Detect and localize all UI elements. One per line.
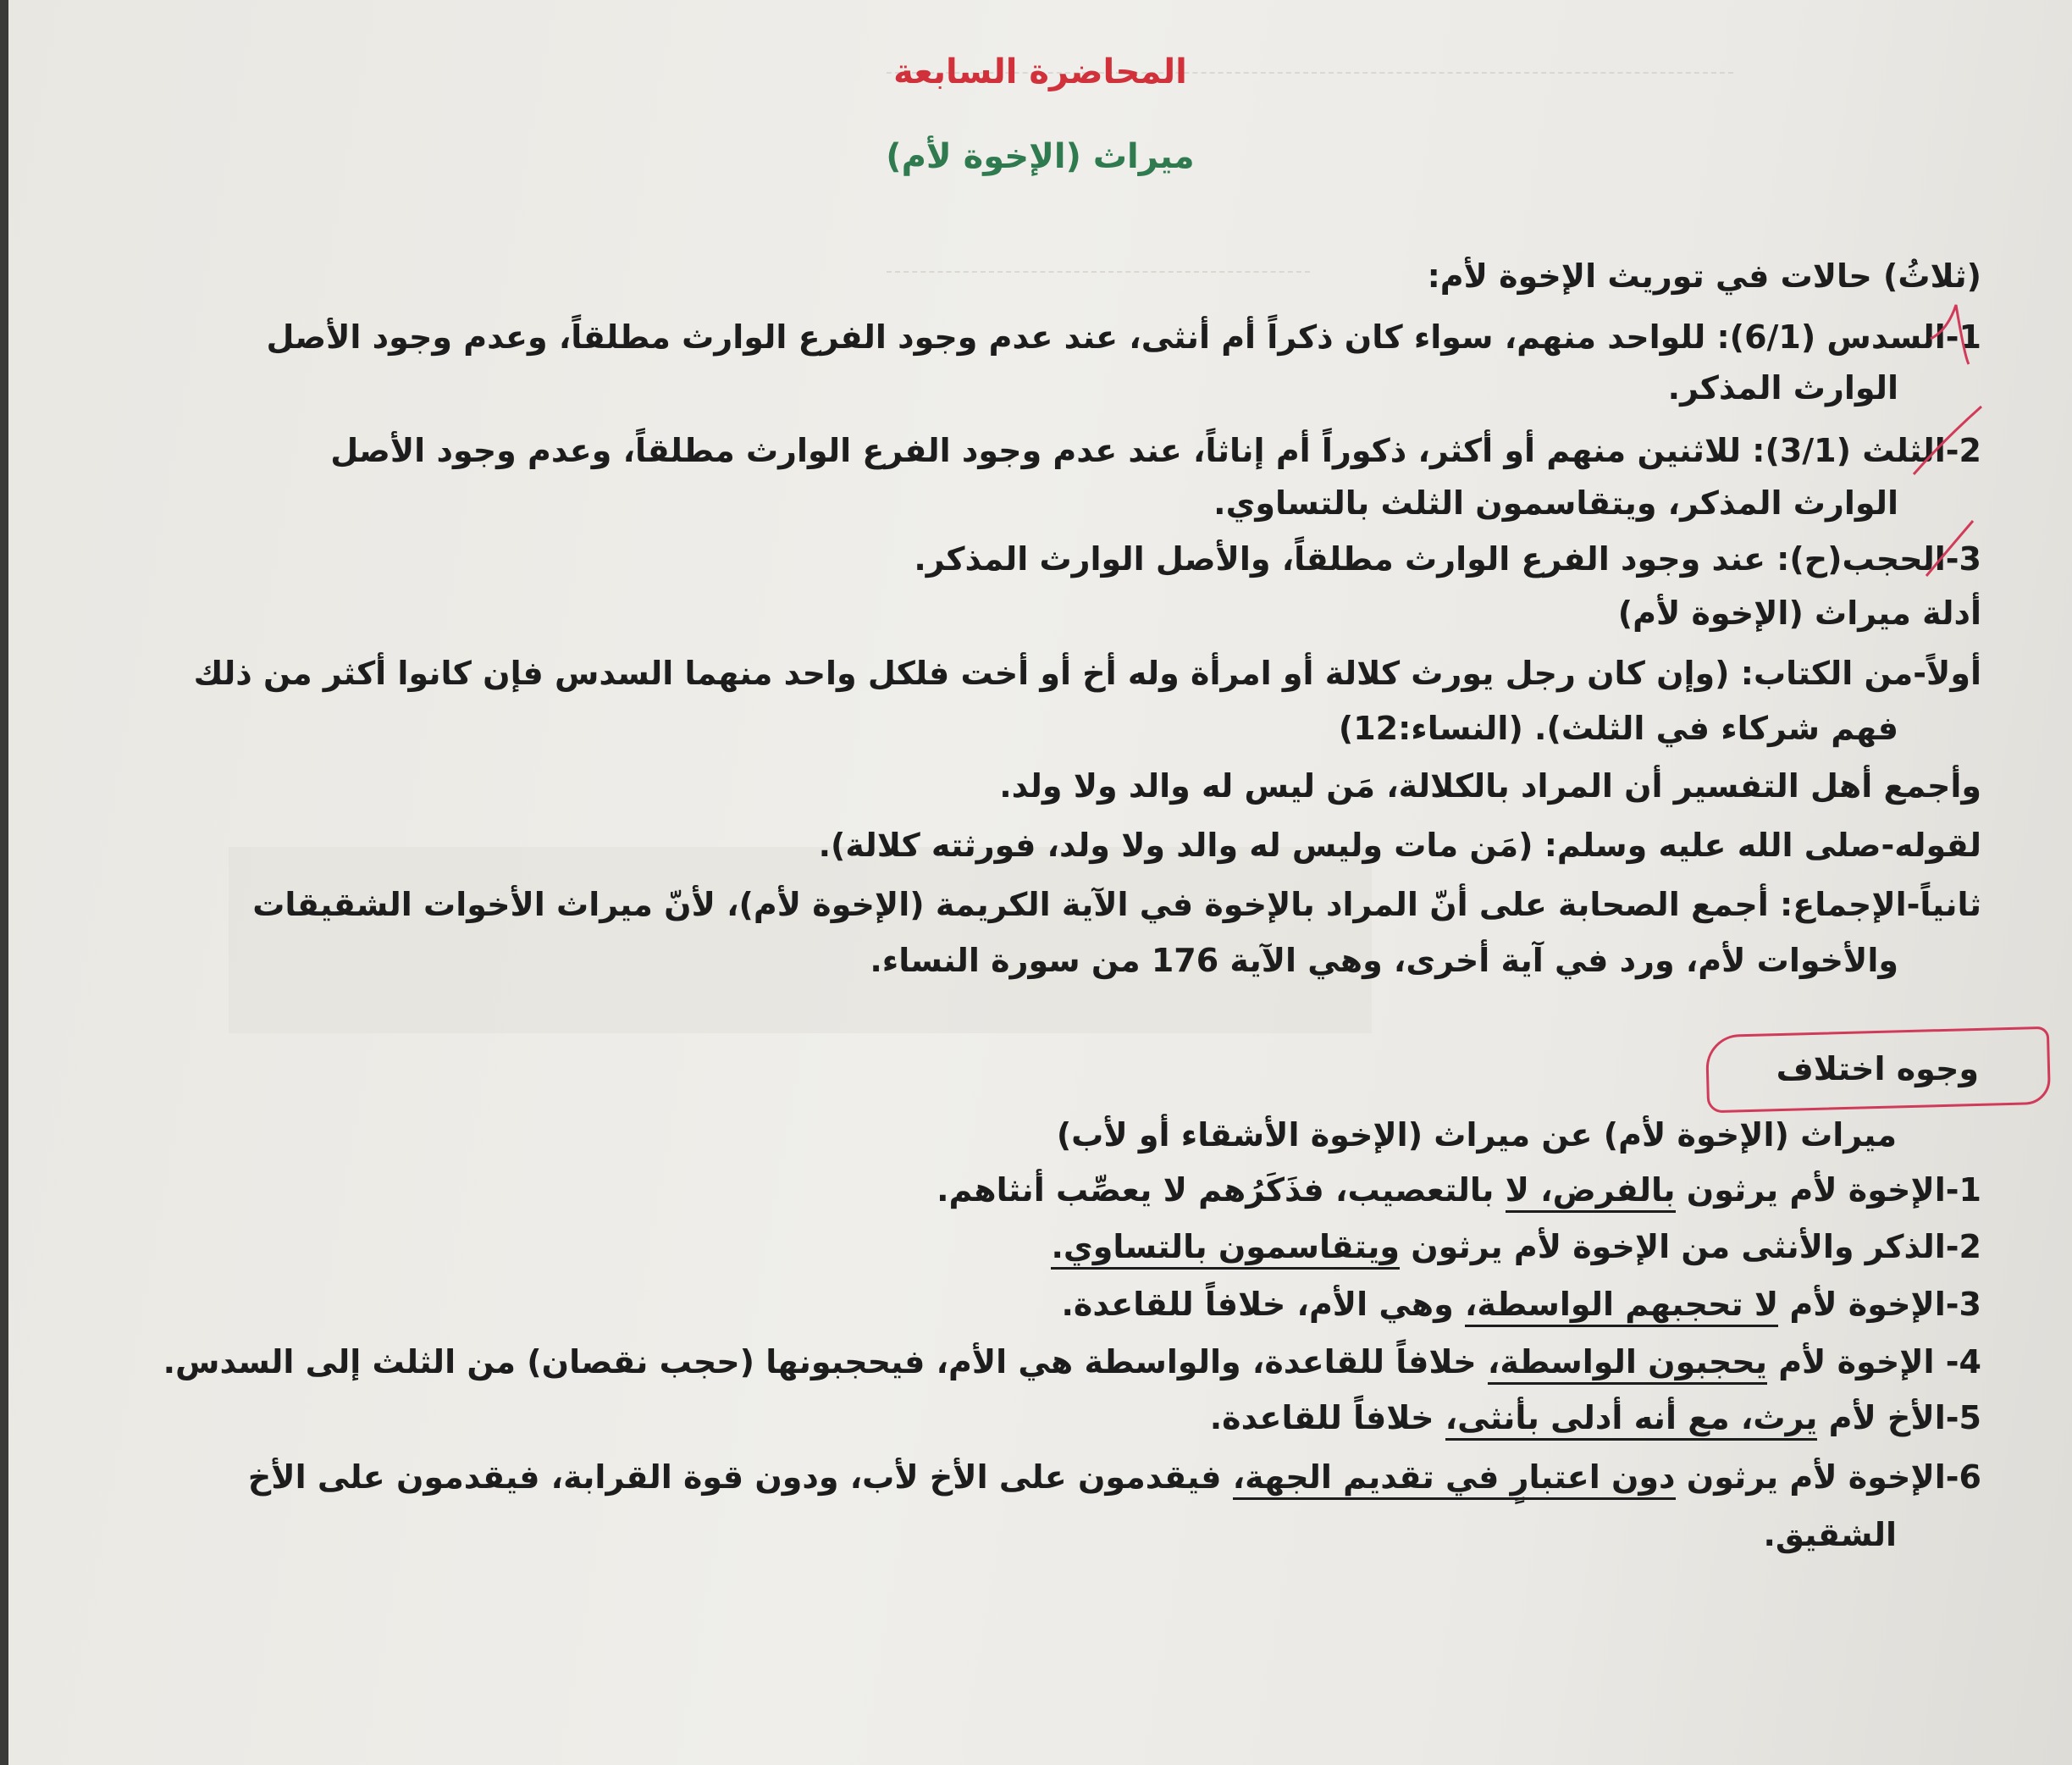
evidence-hadith: لقوله-صلى الله عليه وسلم: (مَن مات وليس له والد ولا ولد، فورثته كلالة). (818, 827, 1981, 864)
difference-1-pre: 1-الإخوة لأم يرثون (1675, 1171, 1981, 1209)
checkmark-annotation (1914, 407, 1981, 474)
case-1-line-b: الوارث المذكر. (1667, 369, 1898, 407)
difference-6-post: فيقدمون على الأخ لأب، ودون قوة القرابة، فيقدمون على الأخ (247, 1458, 1233, 1496)
subject-title: ميراث (الإخوة لأم) (886, 137, 1195, 176)
difference-5-pre: 5-الأخ لأم (1817, 1399, 1981, 1436)
difference-3-pre: 3-الإخوة لأم (1778, 1286, 1981, 1323)
difference-5-underlined: يرث، مع أنه أدلى بأنثى، (1445, 1399, 1818, 1441)
case-2-line-a: 2-الثلث (3/1): للاثنين منهم أو أكثر، ذكوراً أم إناثاً، عند عدم وجود الفرع الوارث مطلقاً، وعدم وجود الأصل (330, 432, 1981, 469)
evidence-ijma-line-a: ثانياً-الإجماع: أجمع الصحابة على أنّ المراد بالإخوة في الآية الكريمة (الإخوة لأم)، لأنّ ميراث الأخوات الشقيقات (252, 886, 1981, 923)
case-1-line-a: 1-السدس (6/1): للواحد منهم، سواء كان ذكراً أم أنثى، عند عدم وجود الفرع الوارث مطلقاً، وعدم وجود الأصل (266, 318, 1981, 356)
difference-4-pre: 4- الإخوة لأم (1766, 1343, 1981, 1380)
difference-2-pre: 2-الذكر والأنثى من الإخوة لأم يرثون (1399, 1228, 1981, 1265)
document-page (8, 0, 2072, 1765)
difference-6-line-b: الشقيق. (1763, 1516, 1897, 1553)
difference-1-underlined: بالفرض، لا (1506, 1171, 1676, 1213)
difference-4-post: خلافاً للقاعدة، والواسطة هي الأم، فيحجبونها (حجب نقصان) من الثلث إلى السدس. (163, 1343, 1488, 1380)
evidence-heading: أدلة ميراث (الإخوة لأم) (1617, 595, 1981, 632)
handwritten-annotations (8, 0, 2072, 1765)
evidence-quran-line-a: أولاً-من الكتاب: (وإن كان رجل يورث كلالة أو امرأة وله أخ أو أخت فلكل واحد منهما السدس فإن كانوا أكثر من ذلك (193, 655, 1981, 692)
evidence-quran-line-b: فهم شركاء في الثلث). (النساء:12) (1338, 710, 1898, 747)
evidence-ijma-line-b: والأخوات لأم، ورد في آية أخرى، وهي الآية 176 من سورة النساء. (870, 942, 1898, 979)
differences-intro: ميراث (الإخوة لأم) عن ميراث (الإخوة الأشقاء أو لأب) (1056, 1116, 1897, 1154)
checkmark-annotation (1931, 305, 1969, 364)
checkmark-annotation (1926, 521, 1973, 576)
lecture-title: المحاضرة السابعة (893, 53, 1187, 91)
case-2-line-b: الوارث المذكر، ويتقاسمون الثلث بالتساوي. (1213, 484, 1898, 522)
difference-5-post: خلافاً للقاعدة. (1209, 1399, 1445, 1436)
cases-intro: (ثلاثُ) حالات في توريث الإخوة لأم: (1427, 257, 1981, 295)
difference-6-pre: 6-الإخوة لأم يرثون (1675, 1458, 1981, 1496)
evidence-tafsir: وأجمع أهل التفسير أن المراد بالكلالة، مَن ليس له والد ولا ولد. (999, 767, 1981, 805)
difference-6-underlined: دون اعتبارٍ في تقديم الجهة، (1233, 1458, 1676, 1500)
case-3: 3-الحجب(ح): عند وجود الفرع الوارث مطلقاً، والأصل الوارث المذكر. (914, 540, 1981, 578)
difference-2-underlined: ويتقاسمون بالتساوي. (1051, 1228, 1400, 1270)
difference-3-underlined: لا تحجبهم الواسطة، (1465, 1286, 1778, 1327)
difference-1-post: بالتعصيب، فذَكَرُهم لا يعصِّب أنثاهم. (937, 1171, 1506, 1209)
differences-box-label: وجوه اختلاف (1776, 1050, 1979, 1087)
difference-3-post: وهي الأم، خلافاً للقاعدة. (1061, 1286, 1465, 1323)
difference-4-underlined: يحجبون الواسطة، (1488, 1343, 1767, 1385)
binder-edge (0, 0, 8, 1765)
